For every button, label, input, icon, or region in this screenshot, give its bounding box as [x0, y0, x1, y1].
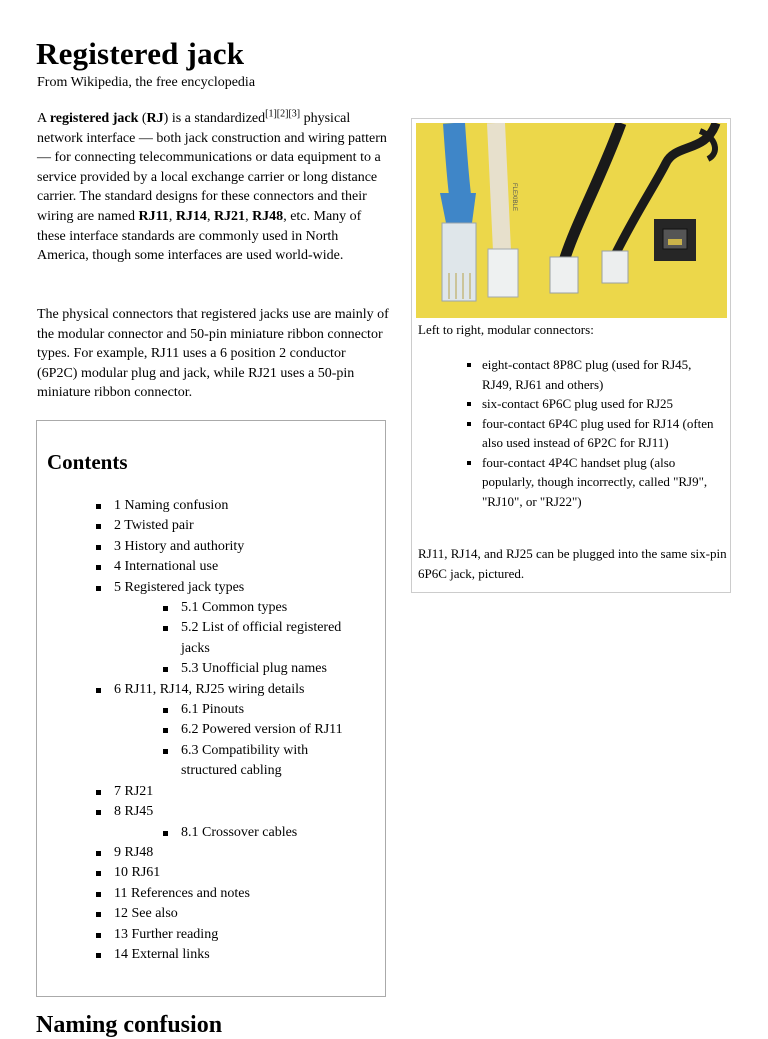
connector-paragraph: The physical connectors that registered jacks use are mainly of the modular connector and 50-pin miniature ribbon connector types. For example, RJ11 uses a 6 position 2 conductor (6P2C) modular plug and jack, while RJ21 uses a 50-pin miniature ribbon connector. [37, 307, 389, 401]
toc-link[interactable]: 5.3 Unofficial plug names [181, 661, 327, 677]
bullet-icon [96, 933, 101, 938]
intro-sep-3: , [245, 208, 253, 224]
intro-abbr: RJ [146, 111, 164, 126]
caption-footer: RJ11, RJ14, and RJ25 can be plugged into the same six-pin 6P6C jack, pictured. [418, 546, 727, 581]
toc-link[interactable]: 14 External links [114, 946, 210, 962]
bullet-icon [96, 851, 101, 856]
toc-item [37, 884, 385, 904]
toc-item [37, 557, 385, 577]
toc-item [37, 823, 351, 843]
connectors-photo[interactable] [416, 123, 727, 318]
bullet-icon [163, 728, 168, 733]
bullet-icon [96, 810, 101, 815]
infobox-figure [411, 118, 731, 593]
flat-cable [496, 123, 502, 251]
bullet-icon [96, 524, 101, 529]
toc-item [37, 782, 385, 802]
intro-sep-1: , [168, 208, 176, 224]
bullet-icon [96, 912, 101, 917]
toc-link[interactable]: 3 History and authority [114, 538, 245, 554]
intro-sep-2: , [206, 208, 214, 224]
bullet-icon [96, 504, 101, 509]
toc-item [37, 802, 385, 822]
bullet-icon [96, 953, 101, 958]
toc-item [37, 904, 385, 924]
toc-link[interactable]: 5 Registered jack types [114, 579, 245, 595]
toc-item [37, 598, 351, 618]
toc-item [37, 863, 385, 883]
toc-item [37, 843, 385, 863]
caption-item-text: eight-contact 8P8C plug (used for RJ45, RJ49, RJ61 and others) [482, 357, 692, 392]
bullet-icon [96, 545, 101, 550]
blue-cable [454, 123, 460, 195]
cable-print: FLEXIBLE [511, 183, 517, 212]
term-rj48: RJ48 [252, 208, 284, 224]
bullet-icon [96, 688, 101, 693]
toc-link[interactable]: 8.1 Crossover cables [181, 824, 298, 840]
toc-item [37, 925, 385, 945]
caption-heading: Left to right, modular connectors: [418, 322, 594, 337]
toc-link[interactable]: 1 Naming confusion [114, 498, 229, 513]
toc-link[interactable]: 6.2 Powered version of RJ11 [181, 722, 343, 738]
page-subtitle: From Wikipedia, the free encyclopedia [37, 75, 256, 90]
intro-text-2: ( [138, 111, 147, 126]
toc-item [37, 578, 385, 598]
toc-link[interactable]: 9 RJ48 [114, 844, 154, 860]
blue-boot [440, 193, 476, 223]
caption-list [412, 355, 730, 511]
toc-item [37, 496, 385, 516]
toc-link[interactable]: 12 See also [114, 906, 178, 922]
caption-item-text: six-contact 6P6C plug used for RJ25 [482, 396, 674, 411]
toc-item [37, 945, 385, 965]
intro-text-4: physical network interface — both jack construction and wiring pattern — for connecting telecommunications or data equipment to a service provided by a local exchange carrier or long distance carrier. The standard designs for these connectors and their wiring are named [37, 111, 387, 224]
caption-list-item [412, 355, 722, 394]
term-rj11: RJ11 [138, 208, 169, 224]
bullet-icon [467, 461, 471, 465]
section-heading-naming-confusion: Naming confusion [36, 1012, 223, 1038]
toc-item [37, 659, 351, 679]
citation-refs[interactable]: [1][2][3] [265, 108, 301, 120]
toc-link[interactable]: 6.1 Pinouts [181, 702, 245, 718]
toc-link[interactable]: 11 References and notes [114, 885, 250, 901]
intro-text-3: ) is a standardized [163, 111, 266, 126]
bullet-icon [467, 402, 471, 406]
toc-link[interactable]: 8 RJ45 [114, 804, 154, 820]
toc-link[interactable]: 7 RJ21 [114, 783, 154, 799]
bullet-icon [163, 831, 168, 836]
bullet-icon [163, 626, 168, 631]
toc-item [37, 720, 351, 740]
toc-item [37, 537, 385, 557]
toc-item [37, 700, 351, 720]
bullet-icon [96, 892, 101, 897]
toc-link[interactable]: 4 International use [114, 559, 219, 575]
toc-item [37, 680, 385, 700]
bullet-icon [467, 363, 471, 367]
toc-link[interactable]: 13 Further reading [114, 926, 219, 942]
toc-link[interactable]: 5.1 Common types [181, 600, 288, 616]
bullet-icon [96, 565, 101, 570]
toc-link[interactable]: 6 RJ11, RJ14, RJ25 wiring details [114, 681, 305, 697]
caption-list-item [412, 453, 722, 512]
toc-link[interactable]: 10 RJ61 [114, 865, 161, 881]
6p4c-plug-icon [550, 257, 578, 293]
term-rj14: RJ14 [175, 208, 207, 224]
caption-list-item [412, 394, 722, 414]
bullet-icon [96, 586, 101, 591]
toc-link[interactable]: 6.3 Compatibility with structured cabling [181, 742, 309, 779]
toc-list [37, 496, 385, 965]
4p4c-plug-icon [602, 251, 628, 283]
bullet-icon [96, 790, 101, 795]
bullet-icon [96, 871, 101, 876]
bullet-icon [163, 708, 168, 713]
caption-item-text: four-contact 4P4C handset plug (also popularly, though incorrectly, called "RJ9", "RJ10", or "RJ22") [482, 454, 708, 509]
toc-item [37, 741, 351, 782]
caption-item-text: four-contact 6P4C plug used for RJ14 (often also used instead of 6P2C for RJ11) [482, 415, 714, 450]
6p6c-plug-icon [488, 249, 518, 297]
bullet-icon [163, 606, 168, 611]
intro-term: registered jack [49, 111, 139, 126]
bullet-icon [163, 667, 168, 672]
caption-list-item [412, 414, 722, 453]
table-of-contents [36, 420, 386, 997]
intro-paragraph [37, 109, 389, 266]
toc-link[interactable]: 2 Twisted pair [114, 518, 194, 534]
toc-link[interactable]: 5.2 List of official registered jacks [181, 620, 342, 656]
toc-item [37, 516, 385, 536]
intro-text-5: , etc. Many of these interface standards are commonly used in North America, though some interfaces are used world-wide. [37, 208, 362, 264]
term-rj21: RJ21 [213, 208, 246, 224]
intro-text-1: A [37, 111, 50, 126]
toc-item [37, 618, 351, 659]
8p8c-plug-icon [442, 223, 476, 301]
bullet-icon [163, 749, 168, 754]
page-title: Registered jack [36, 36, 245, 71]
toc-title: Contents [47, 450, 128, 474]
bullet-icon [467, 422, 471, 426]
